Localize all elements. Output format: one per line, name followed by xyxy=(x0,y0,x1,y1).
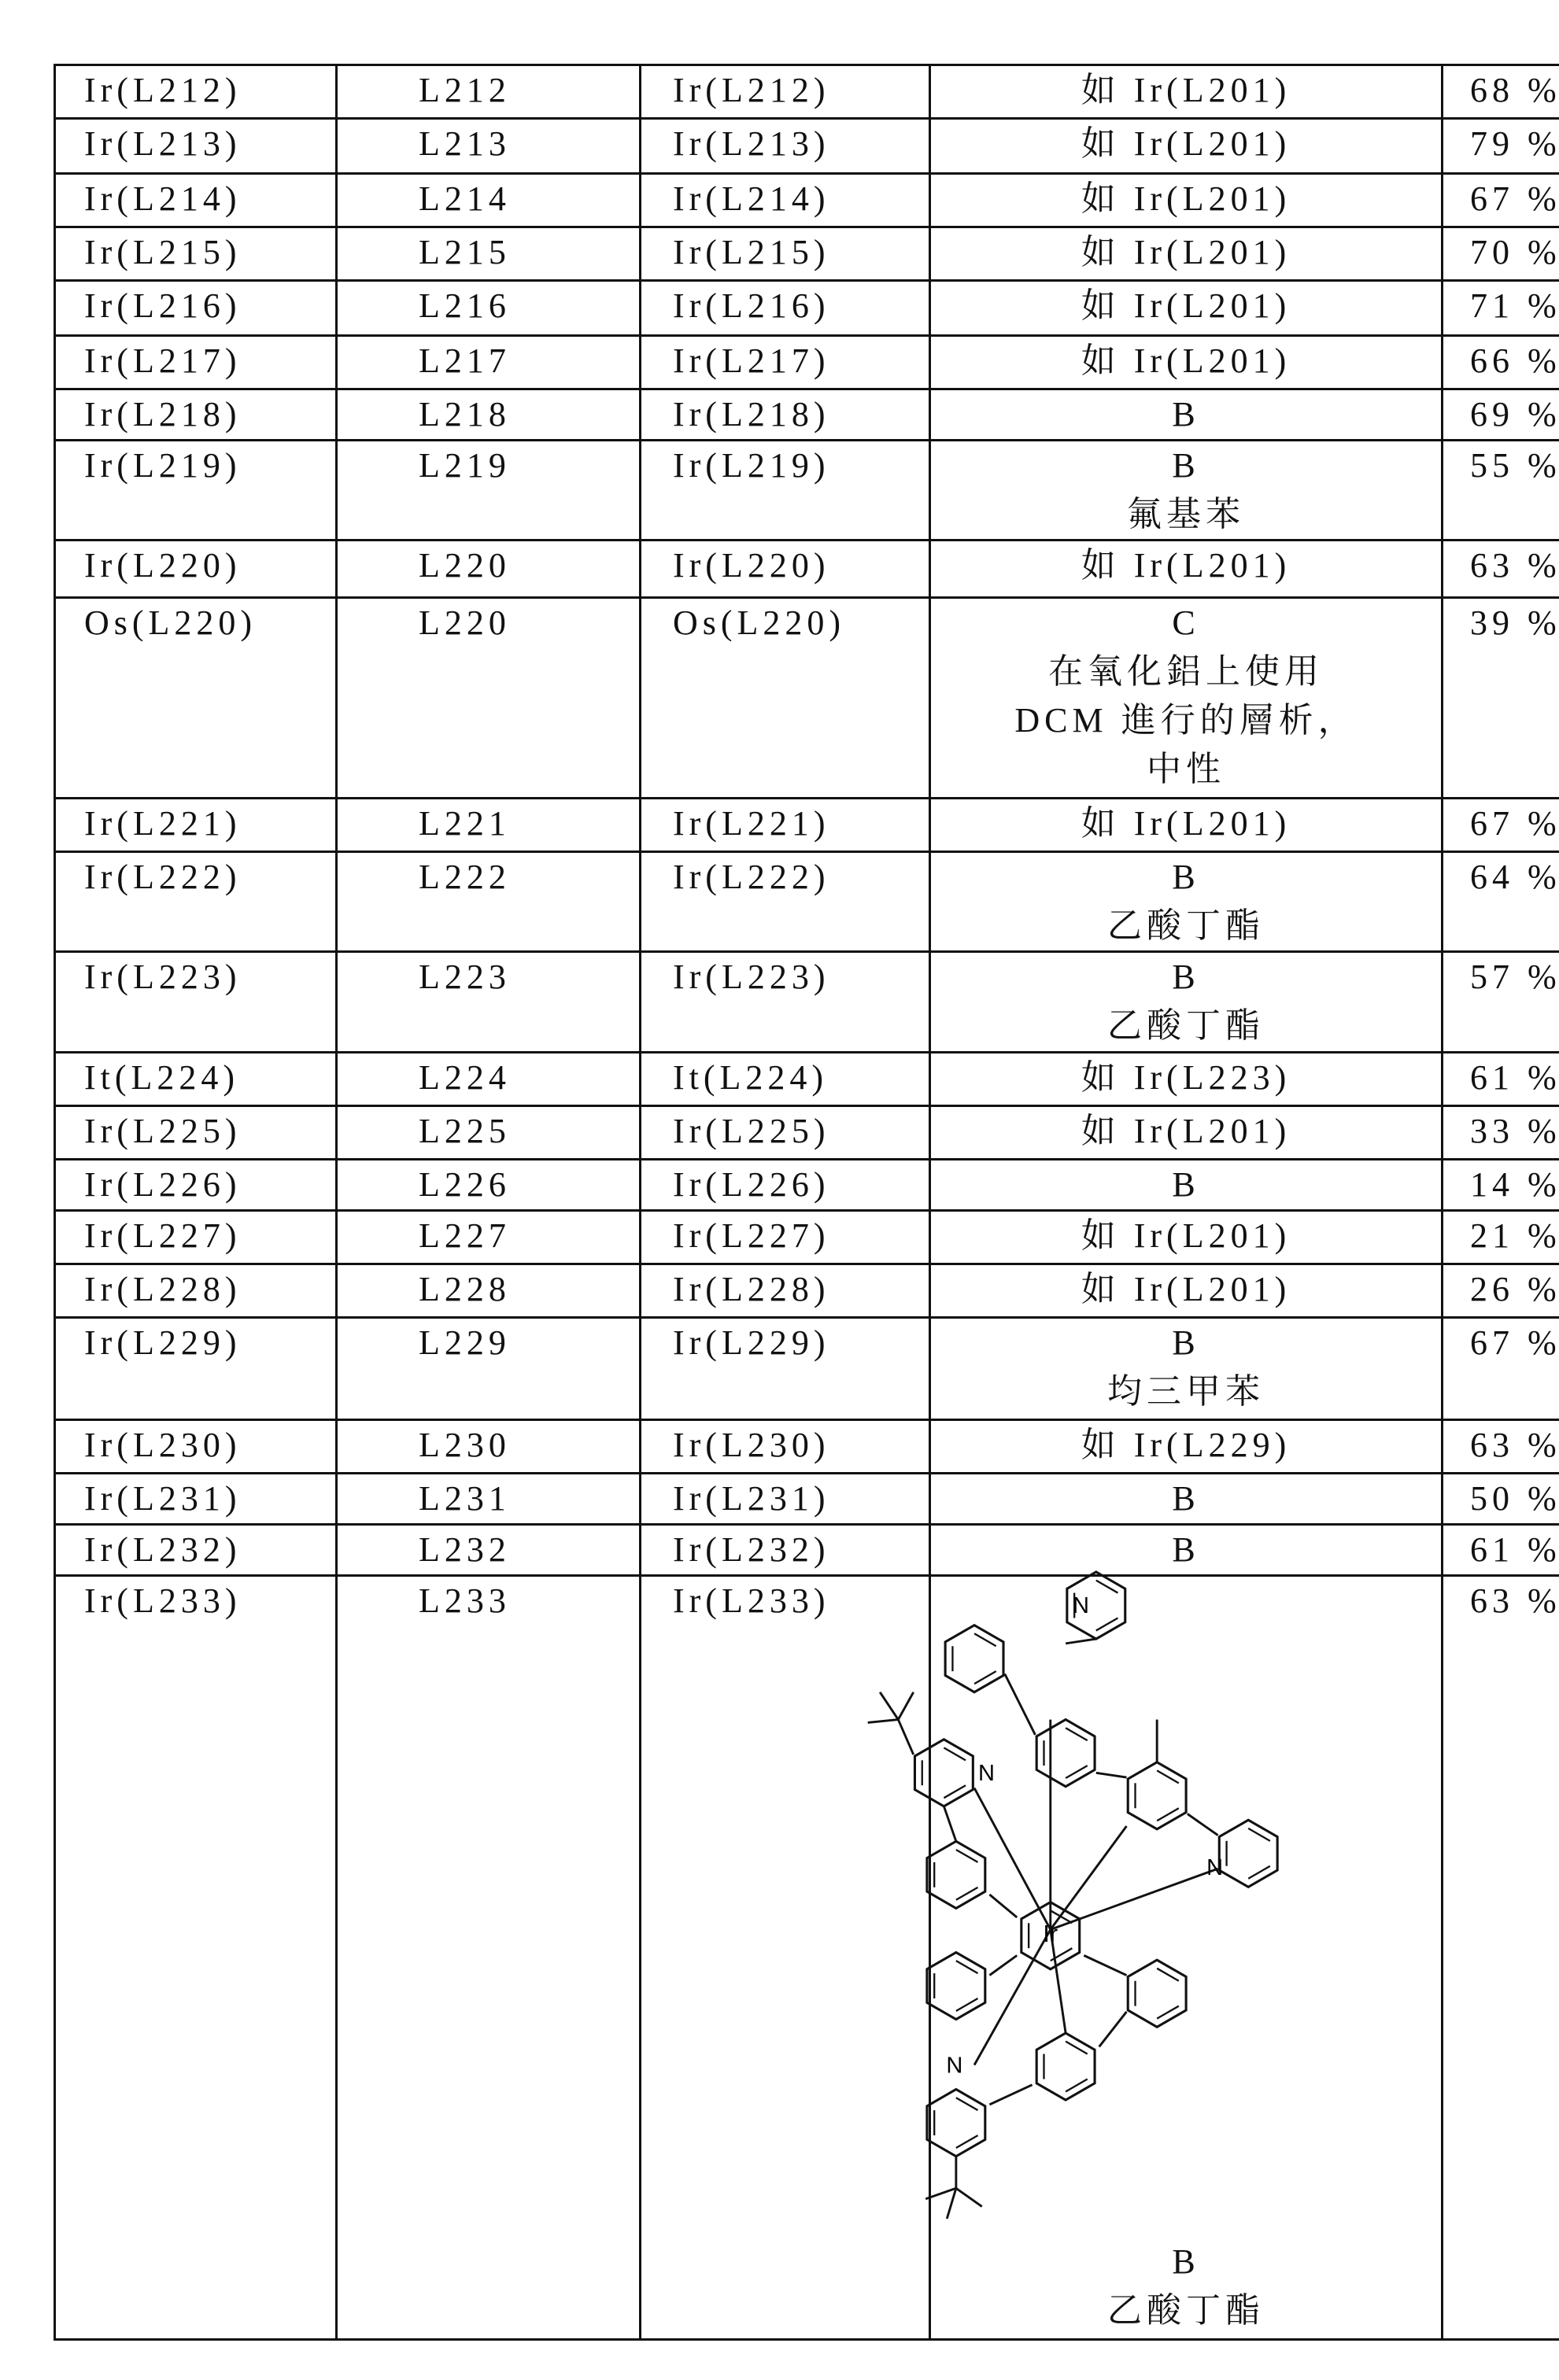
synthesis-table xyxy=(54,64,1559,2341)
yield-cell: 67 % xyxy=(1443,174,1559,227)
ligand-cell: L212 xyxy=(337,65,641,119)
method-cell xyxy=(930,1160,1443,1211)
table-row xyxy=(55,1420,1559,1474)
nitrogen-label: N xyxy=(1073,1593,1089,1618)
product-cell: Ir(L233) xyxy=(641,1576,930,2340)
complex-cell: Ir(L212) xyxy=(55,65,337,119)
complex-cell: Ir(L214) xyxy=(55,174,337,227)
method-cell xyxy=(930,65,1443,119)
complex-cell: Os(L220) xyxy=(55,598,337,799)
product-cell: Ir(L213) xyxy=(641,119,930,174)
method-line: 乙酸丁酯 xyxy=(931,1002,1441,1050)
method-cell xyxy=(930,1053,1443,1106)
table-row xyxy=(55,336,1559,389)
table-row xyxy=(55,1474,1559,1525)
nitrogen-label: N xyxy=(1206,1855,1223,1880)
method-line: C xyxy=(931,599,1441,648)
ligand-cell: L221 xyxy=(337,799,641,852)
method-line: 均三甲苯 xyxy=(931,1367,1441,1416)
product-cell: Os(L220) xyxy=(641,598,930,799)
method-cell xyxy=(930,336,1443,389)
ligand-cell: L217 xyxy=(337,336,641,389)
yield-cell: 66 % xyxy=(1443,336,1559,389)
method-cell xyxy=(930,1211,1443,1264)
ligand-cell: L215 xyxy=(337,227,641,281)
ligand-cell: L222 xyxy=(337,852,641,952)
complex-cell: Ir(L213) xyxy=(55,119,337,174)
method-cell xyxy=(930,1474,1443,1525)
yield-cell: 71 % xyxy=(1443,281,1559,336)
ligand-cell: L220 xyxy=(337,541,641,598)
method-line: 如 Ir(L201) xyxy=(931,66,1441,115)
nitrogen-label: N xyxy=(946,2053,962,2078)
yield-cell: 70 % xyxy=(1443,227,1559,281)
product-cell: Ir(L230) xyxy=(641,1420,930,1474)
yield-cell: 57 % xyxy=(1443,952,1559,1053)
method-line: B xyxy=(931,1319,1441,1367)
product-cell: Ir(L223) xyxy=(641,952,930,1053)
complex-cell: Ir(L233) xyxy=(55,1576,337,2340)
yield-cell: 55 % xyxy=(1443,441,1559,541)
product-cell: Ir(L212) xyxy=(641,65,930,119)
product-cell: Ir(L217) xyxy=(641,336,930,389)
method-cell xyxy=(930,1318,1443,1420)
product-cell: Ir(L221) xyxy=(641,799,930,852)
ligand-cell: L232 xyxy=(337,1525,641,1576)
yield-cell: 63 % xyxy=(1443,1576,1559,2340)
method-cell xyxy=(930,227,1443,281)
complex-cell: Ir(L230) xyxy=(55,1420,337,1474)
ligand-cell: L223 xyxy=(337,952,641,1053)
product-cell: Ir(L226) xyxy=(641,1160,930,1211)
method-line: B xyxy=(931,2238,1441,2286)
method-line: 如 Ir(L201) xyxy=(931,337,1441,386)
product-cell: Ir(L219) xyxy=(641,441,930,541)
method-line: 如 Ir(L201) xyxy=(931,541,1441,590)
method-cell xyxy=(930,1420,1443,1474)
ligand-cell: L225 xyxy=(337,1106,641,1160)
yield-cell: 39 % xyxy=(1443,598,1559,799)
table-row xyxy=(55,852,1559,952)
yield-cell: 68 % xyxy=(1443,65,1559,119)
method-line: 如 Ir(L201) xyxy=(931,282,1441,330)
complex-cell: Ir(L221) xyxy=(55,799,337,852)
table-row xyxy=(55,119,1559,174)
method-line: 乙酸丁酯 xyxy=(931,2286,1441,2335)
product-cell: Ir(L222) xyxy=(641,852,930,952)
method-line: B xyxy=(931,1526,1441,1574)
product-cell: Ir(L218) xyxy=(641,389,930,441)
method-line: 氟基苯 xyxy=(931,490,1441,539)
ligand-cell: L226 xyxy=(337,1160,641,1211)
method-line: 如 Ir(L201) xyxy=(931,1212,1441,1260)
complex-cell: Ir(L225) xyxy=(55,1106,337,1160)
method-line: DCM 進行的層析， xyxy=(931,696,1441,745)
product-cell: Ir(L214) xyxy=(641,174,930,227)
ligand-cell: L218 xyxy=(337,389,641,441)
ligand-cell: L220 xyxy=(337,598,641,799)
yield-cell: 61 % xyxy=(1443,1525,1559,1576)
method-cell xyxy=(930,174,1443,227)
ligand-cell: L216 xyxy=(337,281,641,336)
product-cell: Ir(L216) xyxy=(641,281,930,336)
product-cell: Ir(L215) xyxy=(641,227,930,281)
method-line: 如 Ir(L201) xyxy=(931,120,1441,168)
nitrogen-label: N xyxy=(978,1761,995,1786)
method-line: B xyxy=(931,853,1441,902)
table-row xyxy=(55,1264,1559,1318)
complex-cell: It(L224) xyxy=(55,1053,337,1106)
product-cell: Ir(L232) xyxy=(641,1525,930,1576)
method-cell xyxy=(930,952,1443,1053)
complex-cell: Ir(L223) xyxy=(55,952,337,1053)
complex-cell: Ir(L222) xyxy=(55,852,337,952)
table-row xyxy=(55,227,1559,281)
complex-cell: Ir(L216) xyxy=(55,281,337,336)
product-cell: Ir(L220) xyxy=(641,541,930,598)
method-cell xyxy=(930,1525,1443,1576)
yield-cell: 33 % xyxy=(1443,1106,1559,1160)
complex-cell: Ir(L220) xyxy=(55,541,337,598)
method-line: B xyxy=(931,1474,1441,1523)
method-line: 如 Ir(L201) xyxy=(931,1265,1441,1314)
product-cell: Ir(L225) xyxy=(641,1106,930,1160)
method-cell xyxy=(930,1264,1443,1318)
complex-cell: Ir(L229) xyxy=(55,1318,337,1420)
complex-cell: Ir(L232) xyxy=(55,1525,337,1576)
method-cell xyxy=(930,852,1443,952)
table-row xyxy=(55,1053,1559,1106)
table-row xyxy=(55,441,1559,541)
yield-cell: 21 % xyxy=(1443,1211,1559,1264)
yield-cell: 14 % xyxy=(1443,1160,1559,1211)
method-cell xyxy=(930,281,1443,336)
table-row xyxy=(55,174,1559,227)
table-row xyxy=(55,281,1559,336)
ligand-cell: L231 xyxy=(337,1474,641,1525)
ligand-cell: L233 xyxy=(337,1576,641,2340)
complex-cell: Ir(L218) xyxy=(55,389,337,441)
ligand-cell: L230 xyxy=(337,1420,641,1474)
yield-cell: 61 % xyxy=(1443,1053,1559,1106)
table-row xyxy=(55,1160,1559,1211)
yield-cell: 69 % xyxy=(1443,389,1559,441)
table-row xyxy=(55,799,1559,852)
method-line: 如 Ir(L201) xyxy=(931,799,1441,848)
yield-cell: 67 % xyxy=(1443,799,1559,852)
yield-cell: 26 % xyxy=(1443,1264,1559,1318)
yield-cell: 64 % xyxy=(1443,852,1559,952)
table-row xyxy=(55,541,1559,598)
ligand-cell: L213 xyxy=(337,119,641,174)
method-line: 如 Ir(L201) xyxy=(931,228,1441,277)
product-cell: It(L224) xyxy=(641,1053,930,1106)
method-cell xyxy=(930,389,1443,441)
method-cell xyxy=(930,1106,1443,1160)
method-cell xyxy=(930,799,1443,852)
yield-cell: 50 % xyxy=(1443,1474,1559,1525)
yield-cell: 63 % xyxy=(1443,1420,1559,1474)
method-line: B xyxy=(931,953,1441,1002)
method-cell xyxy=(930,598,1443,799)
method-cell xyxy=(930,119,1443,174)
method-line: 如 Ir(L223) xyxy=(931,1053,1441,1102)
table-row xyxy=(55,1211,1559,1264)
method-line: 如 Ir(L201) xyxy=(931,175,1441,223)
method-line: 在氧化鋁上使用 xyxy=(931,648,1441,696)
ligand-cell: L224 xyxy=(337,1053,641,1106)
complex-cell: Ir(L226) xyxy=(55,1160,337,1211)
method-line: 乙酸丁酯 xyxy=(931,902,1441,950)
ligand-cell: L229 xyxy=(337,1318,641,1420)
table-row xyxy=(55,952,1559,1053)
ligand-cell: L219 xyxy=(337,441,641,541)
ligand-cell: L227 xyxy=(337,1211,641,1264)
complex-cell: Ir(L219) xyxy=(55,441,337,541)
product-cell: Ir(L227) xyxy=(641,1211,930,1264)
table-row xyxy=(55,1106,1559,1160)
product-cell: Ir(L231) xyxy=(641,1474,930,1525)
table-row xyxy=(55,598,1559,799)
method-cell xyxy=(930,441,1443,541)
complex-cell: Ir(L228) xyxy=(55,1264,337,1318)
method-line: B xyxy=(931,1160,1441,1209)
complex-cell: Ir(L227) xyxy=(55,1211,337,1264)
complex-cell: Ir(L217) xyxy=(55,336,337,389)
table-row xyxy=(55,65,1559,119)
yield-cell: 79 % xyxy=(1443,119,1559,174)
product-cell: Ir(L228) xyxy=(641,1264,930,1318)
complex-cell: Ir(L215) xyxy=(55,227,337,281)
yield-cell: 63 % xyxy=(1443,541,1559,598)
table-row xyxy=(55,389,1559,441)
method-line: 如 Ir(L229) xyxy=(931,1421,1441,1470)
method-line: B xyxy=(931,390,1441,439)
table-row xyxy=(55,1525,1559,1576)
method-cell xyxy=(930,1576,1443,2340)
method-cell xyxy=(930,541,1443,598)
method-line: 中性 xyxy=(931,745,1441,794)
ligand-cell: L214 xyxy=(337,174,641,227)
product-cell: Ir(L229) xyxy=(641,1318,930,1420)
yield-cell: 67 % xyxy=(1443,1318,1559,1420)
table-row xyxy=(55,1318,1559,1420)
method-line: B xyxy=(931,441,1441,490)
table-row xyxy=(55,1576,1559,2340)
complex-cell: Ir(L231) xyxy=(55,1474,337,1525)
method-line: 如 Ir(L201) xyxy=(931,1107,1441,1156)
iridium-label: Ir xyxy=(1043,1920,1058,1947)
ligand-cell: L228 xyxy=(337,1264,641,1318)
